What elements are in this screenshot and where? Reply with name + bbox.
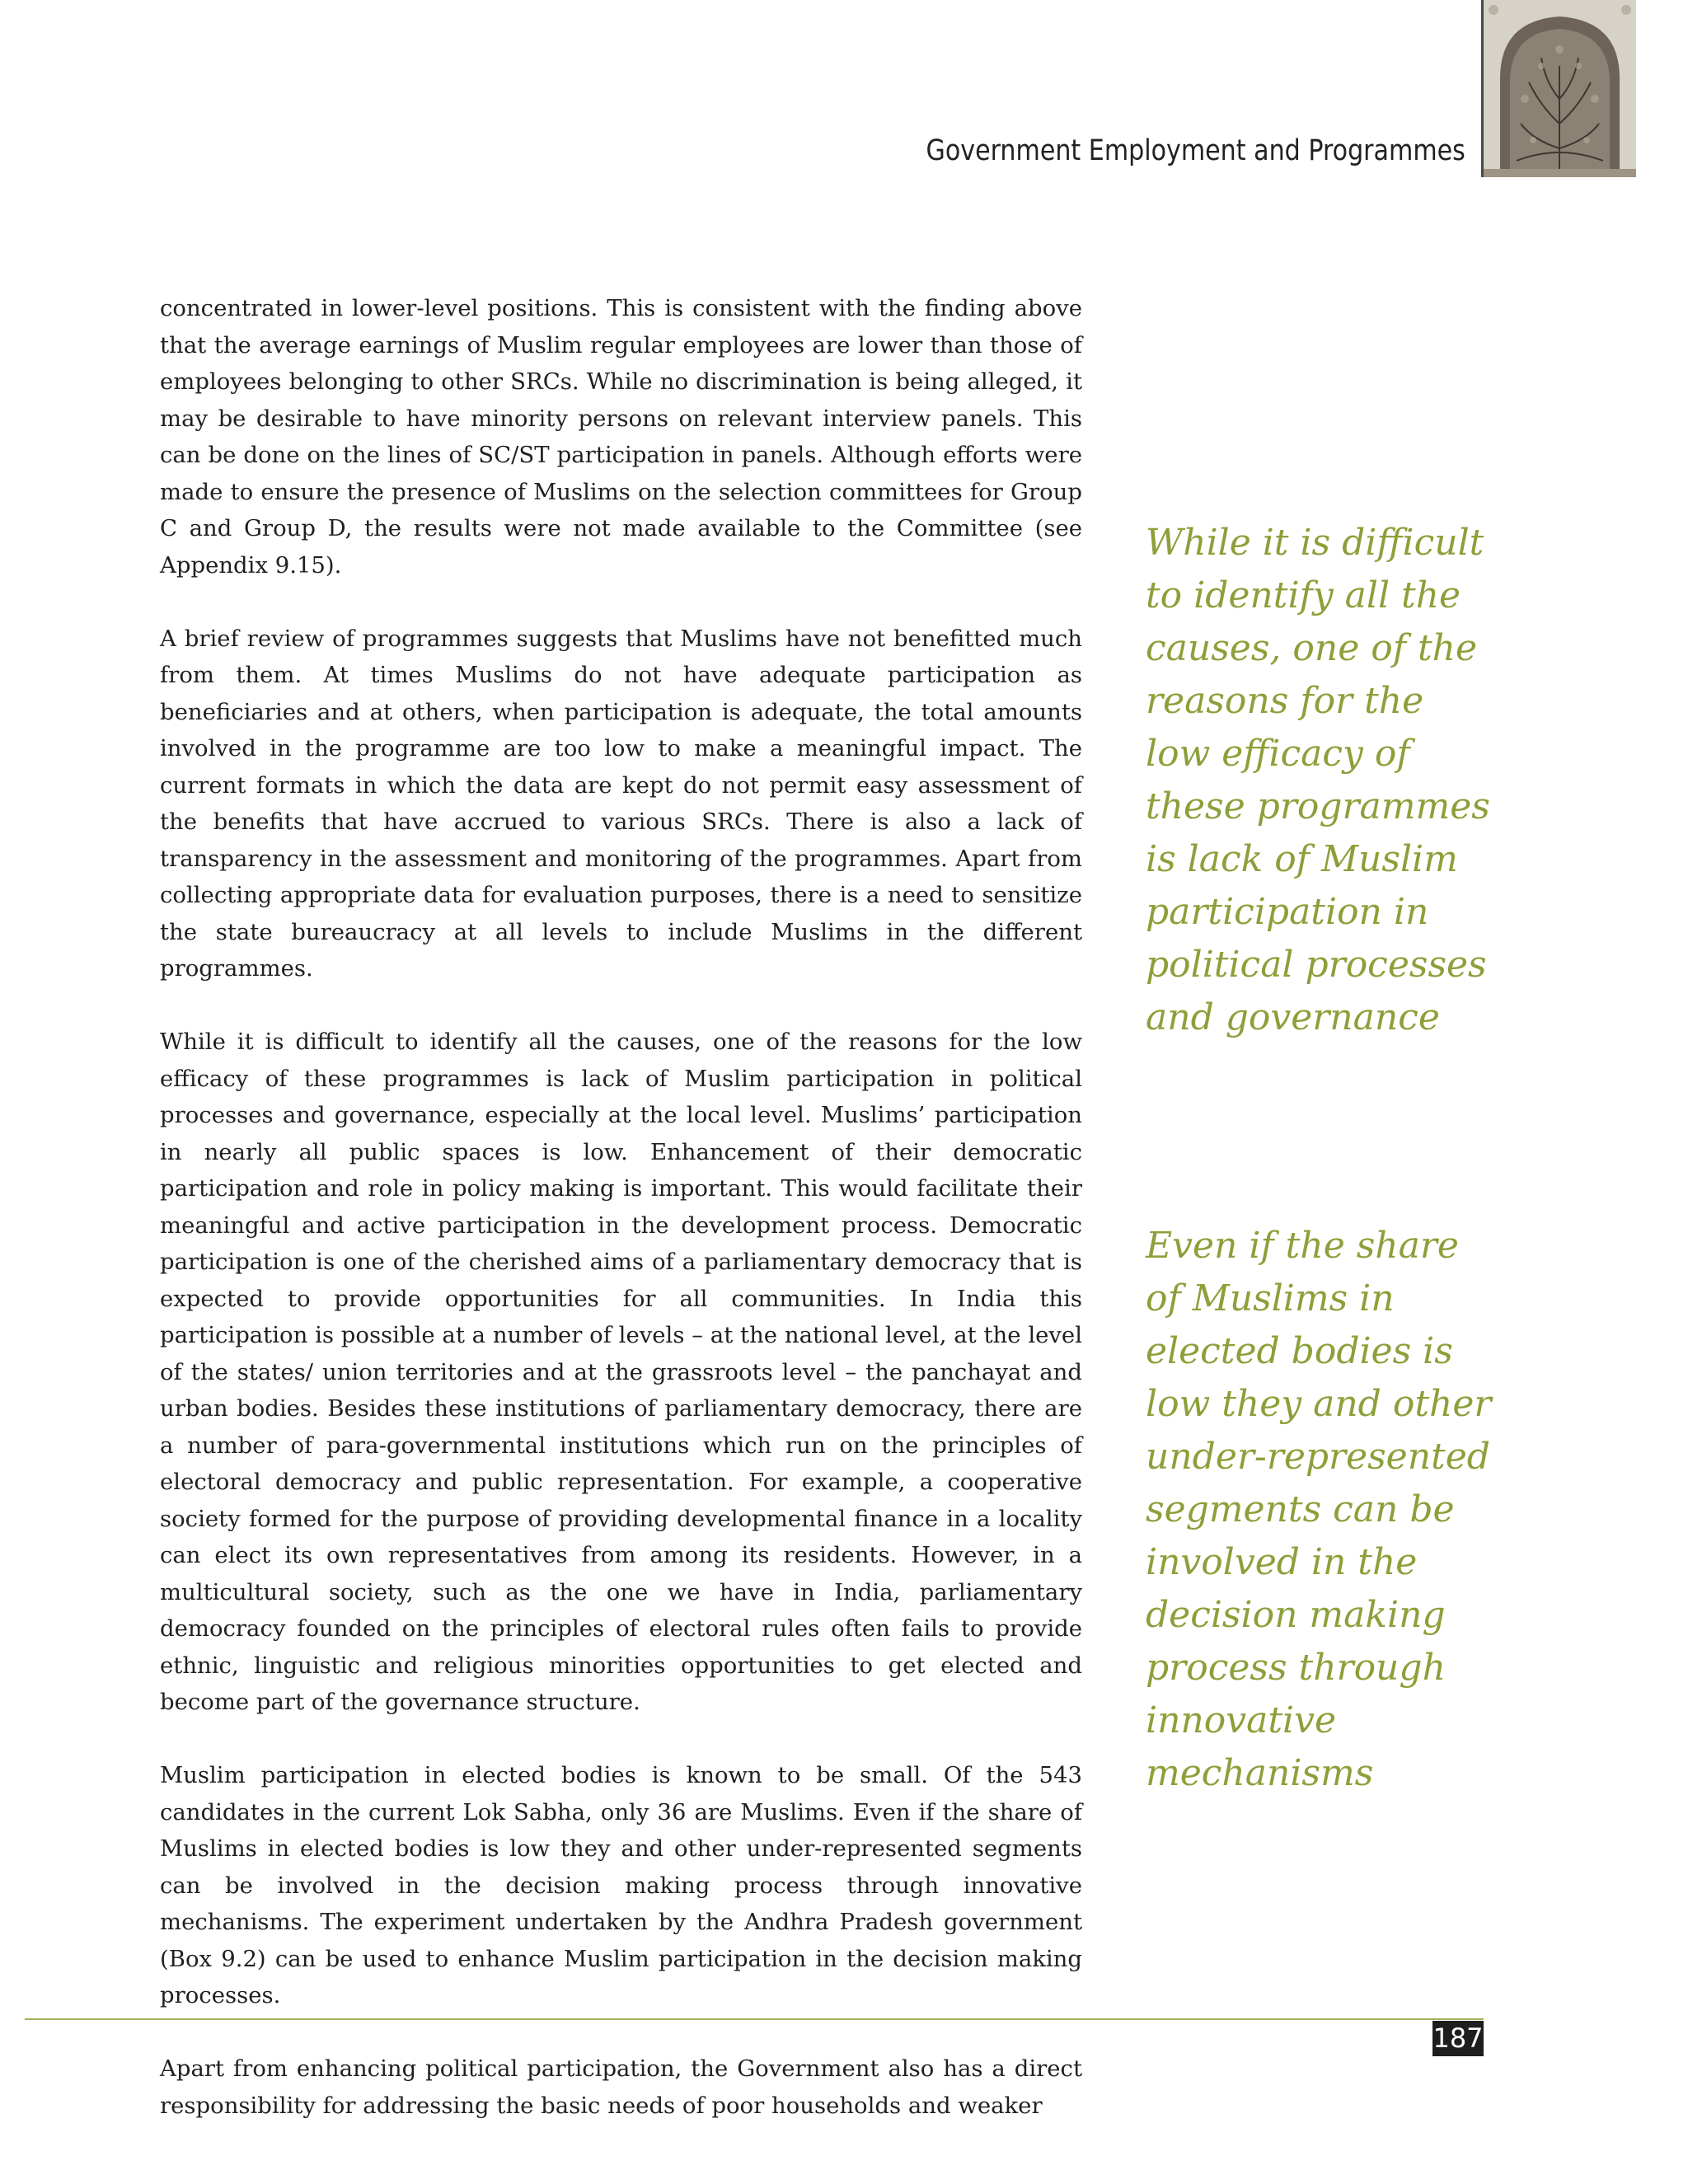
pullquote-low-efficacy: While it is difficult to identify all the causes, one of the reasons for the low efficacy of these programmes is lack of Muslim participation in political processes and governance	[1146, 522, 1490, 1038]
body-paragraph: Muslim participation in elected bodies is known to be small. Of the 543 candidates in the current Lok Sabha, only 36 are Muslims. Even if the share of Muslims in elected bodies is low they and other under-represented segments can be involved in the decision making process through innovative mechanisms. The experiment undertaken by the Andhra Pradesh government (Box 9.2) can be used to enhance Muslim participation in the decision making processes.	[160, 1762, 1082, 2008]
body-paragraph: A brief review of programmes suggests that Muslims have not benefitted much from them. At times Muslims do not have adequate participation as beneficiaries and at others, when participation is adequate, the total amounts involved in the programme are too low to make a meaningful impact. The current formats in which the data are kept do not permit easy assessment of the benefits that have accrued to various SRCs. There is also a lack of transparency in the assessment and monitoring of the programmes. Apart from collecting appropriate data for evaluation purposes, there is a need to sensitize the state bureaucracy at all levels to include Muslims in the different programmes.	[160, 625, 1082, 982]
stone-lattice-window-image	[1481, 0, 1636, 177]
page-number: 187	[1432, 2021, 1484, 2056]
running-header-title: Government Employment and Programmes	[926, 134, 1465, 167]
footer-divider	[25, 2018, 1484, 2020]
main-body-text	[160, 290, 1082, 2124]
pullquote-elected-bodies: Even if the share of Muslims in elected bodies is low they and other under-represented segments can be involved in the decision making process through innovative mechanisms	[1146, 1225, 1492, 1794]
body-paragraph: While it is difficult to identify all the causes, one of the reasons for the low efficacy of these programmes is lack of Muslim participation in political processes and governance, especially at the local level. Muslims’ participation in nearly all public spaces is low. Enhancement of their democratic participation and role in policy making is important. This would facilitate their meaningful and active participation in the development process. Democratic participation is one of the cherished aims of a parliamentary democracy that is expected to provide opportunities for all communities. In India this participation is possible at a number of levels – at the national level, at the level of the states/ union territories and at the grassroots level – the panchayat and urban bodies. Besides these institutions of parliamentary democracy, there are a number of para-governmental institutions which run on the principles of electoral democracy and public representation. For example, a cooperative society formed for the purpose of providing developmental finance in a locality can elect its own representatives from among its residents. However, in a multicultural society, such as the one we have in India, parliamentary democracy founded on the principles of electoral rules often fails to provide ethnic, linguistic and religious minorities opportunities to get elected and become part of the governance structure.	[160, 1029, 1082, 1715]
body-paragraph: concentrated in lower-level positions. This is consistent with the finding above that the average earnings of Muslim regular employees are lower than those of employees belonging to other SRCs. While no discrimination is being alleged, it may be desirable to have minority persons on relevant interview panels. This can be done on the lines of SC/ST participation in panels. Although efforts were made to ensure the presence of Muslims on the selection committees for Group C and Group D, the results were not made available to the Committee (see Appendix 9.15).	[160, 295, 1082, 579]
body-paragraph: Apart from enhancing political participation, the Government also has a direct responsibility for addressing the basic needs of poor households and weaker	[160, 2055, 1082, 2119]
